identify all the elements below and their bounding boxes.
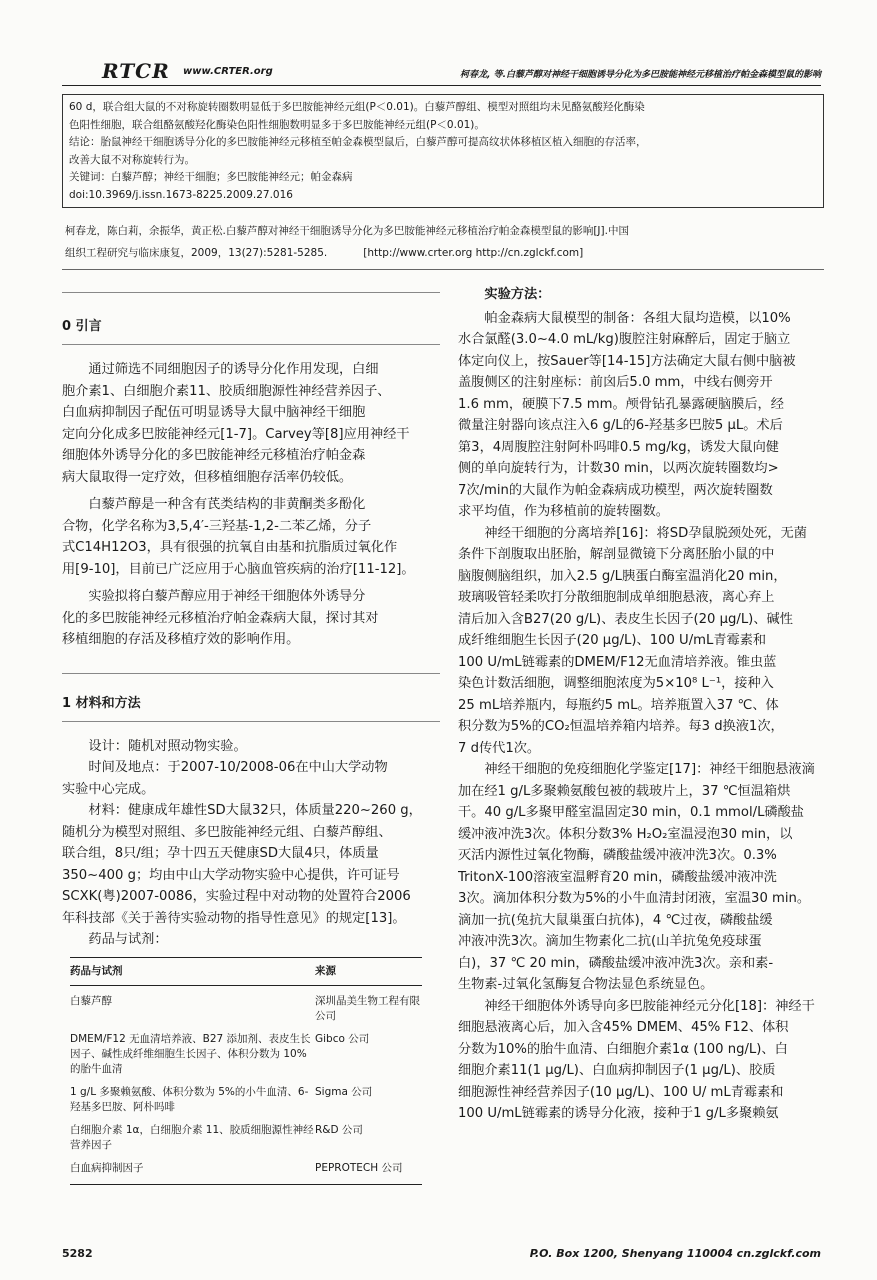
journal-logo: RTCR	[102, 59, 170, 83]
text-line: 化的多巴胺能神经元移植治疗帕金森病大鼠，探讨其对	[62, 610, 379, 626]
text-line: 侧的单向旋转行为，计数30 min，以两次旋转圈数均>	[458, 461, 779, 476]
table-cell: R&D 公司	[315, 1123, 363, 1136]
text-line: 100 U/mL链霉素的诱导分化液，接种于1 g/L多聚赖氨	[458, 1106, 779, 1121]
text-line: 3次。滴加体积分数为5%的小牛血清封闭液，室温30 min。	[458, 891, 811, 906]
text-line: 清后加入含B27(20 g/L)、表皮生长因子(20 μg/L)、碱性	[458, 611, 793, 627]
table-cell: 深圳晶美生物工程有限公司	[315, 994, 420, 1022]
text-line: 药品与试剂：	[88, 932, 168, 947]
table-row	[70, 1081, 422, 1119]
text-line: 冲液冲洗3次。滴加生物素化二抗(山羊抗兔免疫球蛋	[458, 934, 762, 949]
table-cell: 1 g/L 多聚赖氨酸、体积分数为 5%的小牛血清、6-羟基多巴胺、阿朴吗啡	[70, 1085, 309, 1113]
abstract-box	[62, 94, 824, 208]
model-paragraph	[458, 308, 824, 523]
table-cell: PEPROTECH 公司	[315, 1161, 403, 1174]
section-heading-methods: 1 材料和方法	[62, 695, 141, 711]
text-line: 神经干细胞的免疫细胞化学鉴定[17]：神经干细胞悬液滴	[484, 762, 815, 777]
text-line: 1.6 mm，硬膜下7.5 mm。颅骨钻孔暴露硬脑膜后，经	[458, 396, 784, 412]
table-cell: Sigma 公司	[315, 1085, 373, 1098]
table-cell: 白细胞介素 1α，白细胞介素 11、胶质细胞源性神经营养因子	[70, 1123, 314, 1151]
text-line: 缓冲液冲洗3次。体积分数3% H₂O₂室温浸泡30 min，以	[458, 826, 793, 842]
text-line: 25 mL培养瓶内，每瓶约5 mL。培养瓶置入37 ℃、体	[458, 697, 779, 713]
text-line: 脑腹侧脑组织，加入2.5 g/L胰蛋白酶室温消化20 min，	[458, 568, 787, 584]
text-line: 加在经1 g/L多聚赖氨酸包被的载玻片上，37 ℃恒温箱烘	[458, 783, 791, 799]
ihc-paragraph	[458, 759, 824, 996]
text-line: 定向分化成多巴胺能神经元[1-7]。Carvey等[8]应用神经干	[62, 426, 410, 442]
text-line: 100 U/mL链霉素的DMEM/F12无血清培养液。锥虫蓝	[458, 654, 777, 670]
drugs-heading	[62, 929, 440, 951]
divider	[62, 269, 824, 270]
section-heading-intro: 0 引言	[62, 319, 102, 334]
text-line: 随机分为模型对照组、多巴胺能神经元组、白藜芦醇组、	[62, 824, 392, 840]
citation-line: 柯春龙，陈白莉，余振华，黄正松.白藜芦醇对神经干细胞诱导分化为多巴胺能神经元移植治疗帕金森模型鼠的影响[J].中国	[65, 225, 629, 237]
methods-heading	[458, 284, 824, 306]
abstract-line: 结论：胎鼠神经干细胞诱导分化的多巴胺能神经元移植至帕金森模型鼠后，白藜芦醇可提高纹状体移植区植入细胞的存活率，	[69, 136, 647, 148]
text-line: 白血病抑制因子配伍可明显诱导大鼠中脑神经干细胞	[62, 405, 366, 420]
table-cell: 白藜芦醇	[70, 994, 112, 1007]
text-line: 移植细胞的存活及移植疗效的影响作用。	[62, 632, 300, 647]
text-line: SCXK(粤)2007-0086，实验过程中对动物的处置符合2006	[62, 889, 411, 904]
text-line: 干。40 g/L多聚甲醛室温固定30 min，0.1 mmol/L磷酸盐	[458, 805, 804, 820]
text-line: 实验方法：	[484, 287, 551, 302]
intro-paragraph-1	[62, 359, 440, 488]
text-line: 盖腹侧区的注射座标：前囟后5.0 mm，中线右侧旁开	[458, 375, 773, 390]
table-row	[70, 1157, 422, 1184]
text-line: 实验拟将白藜芦醇应用于神经干细胞体外诱导分	[88, 589, 366, 604]
citation	[65, 220, 825, 264]
text-line: 成纤维细胞生长因子(20 μg/L)、100 U/mL青霉素和	[458, 633, 767, 648]
table-cell: 白血病抑制因子	[70, 1161, 144, 1174]
page-header	[62, 58, 821, 86]
text-line: 白)，37 ℃ 20 min，磷酸盐缓冲液冲洗3次。亲和素-	[458, 955, 774, 971]
text-line: 玻璃吸管轻柔吹打分散细胞制成单细胞悬液，离心弃上	[458, 590, 775, 605]
text-line: 用[9-10]，目前已广泛应用于心脑血管疾病的治疗[11-12]。	[62, 561, 415, 577]
footer-address: P.O. Box 1200, Shenyang 110004 cn.zglckf.com	[529, 1247, 821, 1260]
left-column	[62, 284, 440, 1185]
intro-paragraph-3	[62, 586, 440, 651]
table-header	[70, 958, 422, 986]
running-title: 柯春龙, 等.白藜芦醇对神经干细胞诱导分化为多巴胺能神经元移植治疗帕金森模型鼠的影响	[460, 70, 821, 80]
journal-url: www.CRTER.org	[183, 66, 273, 77]
text-line: 第3，4周腹腔注射阿朴吗啡0.5 mg/kg，诱发大鼠向健	[458, 439, 779, 455]
text-line: 通过筛选不同细胞因子的诱导分化作用发现，白细	[88, 362, 379, 377]
text-line: 神经干细胞的分离培养[16]：将SD孕鼠脱颈处死，无菌	[484, 525, 807, 541]
divider	[62, 673, 440, 674]
text-line: 合物，化学名称为3,5,4′-三羟基-1,2-二苯乙烯，分子	[62, 518, 372, 534]
text-line: TritonX-100溶液室温孵育20 min，磷酸盐缓冲液冲洗	[458, 869, 777, 885]
divider	[62, 721, 440, 722]
text-line: 胞介素1、白细胞介素11、胶质细胞源性神经营养因子、	[62, 383, 391, 399]
text-line: 设计：随机对照动物实验。	[88, 738, 247, 754]
text-line: 式C14H12O3，具有很强的抗氧自由基和抗脂质过氧化作	[62, 540, 398, 555]
table-row	[70, 1028, 422, 1081]
text-line: 细胞介素11(1 μg/L)、白血病抑制因子(1 μg/L)、胶质	[458, 1063, 776, 1078]
right-column	[458, 284, 824, 1125]
text-line: 分数为10%的胎牛血清、白细胞介素1α (100 ng/L)、白	[458, 1041, 788, 1057]
column-header: 来源	[315, 964, 336, 977]
text-line: 神经干细胞体外诱导向多巴胺能神经元分化[18]：神经干	[484, 998, 815, 1014]
doi-line: doi:10.3969/j.issn.1673-8225.2009.27.016	[69, 188, 293, 201]
text-line: 帕金森病大鼠模型的制备：各组大鼠均造模，以10%	[484, 310, 791, 326]
text-line: 微量注射器向该点注入6 g/L的6-羟基多巴胺5 μL。术后	[458, 418, 783, 433]
divider	[62, 344, 440, 345]
text-line: 实验中心完成。	[62, 781, 155, 797]
column-header: 药品与试剂	[70, 964, 123, 977]
text-line: 联合组，8只/组；孕十四五天健康SD大鼠4只，体质量	[62, 846, 379, 861]
table-cell: Gibco 公司	[315, 1032, 370, 1045]
text-line: 灭活内源性过氧化物酶，磷酸盐缓冲液冲洗3次。0.3%	[458, 848, 777, 863]
text-line: 7次/min的大鼠作为帕金森病成功模型，两次旋转圈数	[458, 482, 773, 498]
table-cell: DMEM/F12 无血清培养液、B27 添加剂、表皮生长因子、碱性成纤维细胞生长因子、体积分数为 10%的胎牛血清	[70, 1032, 311, 1075]
differentiation-paragraph	[458, 996, 824, 1125]
citation-urls: [http://www.crter.org http://cn.zglckf.com]	[363, 247, 584, 259]
text-line: 材料：健康成年雄性SD大鼠32只，体质量220~260 g，	[88, 803, 422, 818]
citation-line: 组织工程研究与临床康复，2009，13(27):5281-5285.	[65, 247, 328, 259]
text-line: 体定向仪上，按Sauer等[14-15]方法确定大鼠右侧中脑被	[458, 353, 796, 369]
text-line: 病大鼠取得一定疗效，但移植细胞存活率仍较低。	[62, 469, 353, 485]
text-line: 求平均值，作为移植前的旋转圈数。	[458, 504, 669, 519]
text-line: 条件下剖腹取出胚胎，解剖显微镜下分离胚胎小鼠的中	[458, 547, 775, 562]
text-line: 染色计数活细胞，调整细胞浓度为5×10⁸ L⁻¹，接种入	[458, 676, 774, 691]
text-line: 时间及地点：于2007-10/2008-06在中山大学动物	[88, 760, 388, 775]
text-line: 细胞悬液离心后，加入含45% DMEM、45% F12、体积	[458, 1020, 789, 1035]
page-number: 5282	[62, 1247, 93, 1260]
text-line: 350~400 g；均由中山大学动物实验中心提供，许可证号	[62, 867, 400, 883]
design-paragraph	[62, 736, 440, 758]
intro-paragraph-2	[62, 494, 440, 580]
text-line: 生物素-过氧化氢酶复合物法显色系统显色。	[458, 977, 714, 992]
text-line: 细胞体外诱导分化的多巴胺能神经元移植治疗帕金森	[62, 448, 366, 463]
culture-paragraph	[458, 523, 824, 760]
reagent-table	[70, 957, 422, 1185]
text-line: 滴加一抗(兔抗大鼠巢蛋白抗体)，4 ℃过夜，磷酸盐缓	[458, 912, 773, 928]
keywords-line: 关键词：白藜芦醇；神经干细胞；多巴胺能神经元；帕金森病	[69, 171, 353, 183]
text-line: 积分数为5%的CO₂恒温培养箱内培养。每3 d换液1次，	[458, 719, 784, 734]
text-line: 年科技部《关于善待实验动物的指导性意见》的规定[13]。	[62, 910, 406, 926]
divider	[62, 292, 440, 293]
abstract-line: 色阳性细胞，联合组酪氨酸羟化酶染色阳性细胞数明显多于多巴胺能神经元组(P＜0.01)。	[69, 118, 485, 131]
material-paragraph	[62, 800, 440, 929]
text-line: 白藜芦醇是一种含有芪类结构的非黄酮类多酚化	[88, 497, 366, 512]
time-paragraph	[62, 757, 440, 800]
table-row	[70, 1119, 422, 1157]
abstract-line: 改善大鼠不对称旋转行为。	[69, 153, 195, 166]
table-row	[70, 986, 422, 1028]
text-line: 细胞源性神经营养因子(10 μg/L)、100 U/ mL青霉素和	[458, 1084, 784, 1100]
text-line: 水合氯醛(3.0~4.0 mL/kg)腹腔注射麻醉后，固定于脑立	[458, 332, 791, 347]
text-line: 7 d传代1次。	[458, 740, 541, 756]
abstract-line: 60 d，联合组大鼠的不对称旋转圈数明显低于多巴胺能神经元组(P＜0.01)。白藜芦醇组、模型对照组均未见酪氨酸羟化酶染	[69, 101, 645, 113]
